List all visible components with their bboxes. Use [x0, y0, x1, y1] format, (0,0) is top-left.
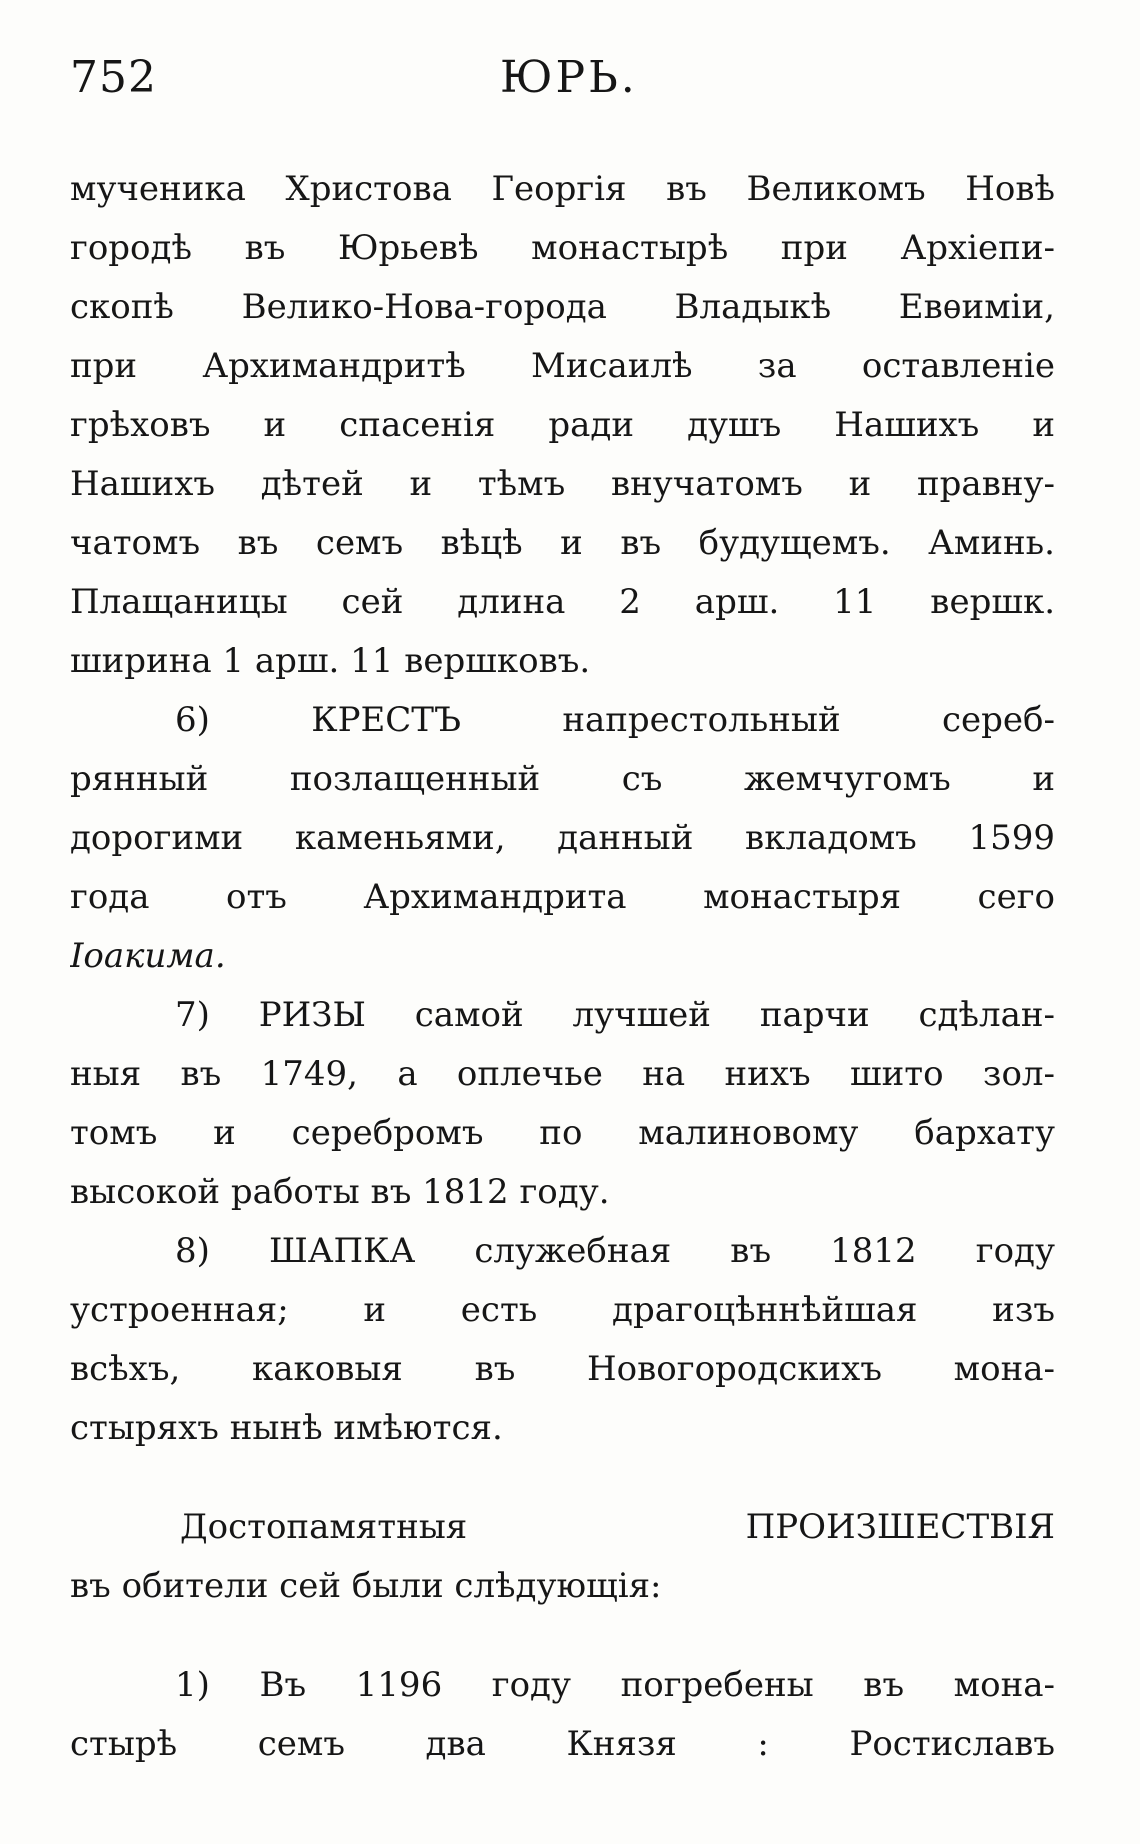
text-line: всѣхъ, каковыя въ Новогородскихъ мона-	[70, 1349, 1055, 1389]
text-line: скопѣ Велико-Нова-города Владыкѣ Евѳиміи,	[70, 287, 1055, 327]
text-line: Плащаницы сей длина 2 арш. 11 вершк.	[70, 582, 1055, 622]
text-line: при Архимандритѣ Мисаилѣ за оставленіе	[70, 346, 1055, 386]
text-line: томъ и серебромъ по малиновому бархату	[70, 1113, 1055, 1153]
text-line: года отъ Архимандрита монастыря сего	[70, 877, 1055, 917]
text-line: ширина 1 арш. 11 вершковъ.	[70, 641, 591, 681]
body-text	[70, 160, 1055, 1774]
text-line: устроенная; и есть драгоцѣннѣйшая изъ	[70, 1290, 1055, 1330]
paragraph-cross-start: 6) КРЕСТЪ напрестольный сереб-	[175, 700, 1055, 740]
text-line: Іоакима.	[70, 936, 226, 976]
text-line: городѣ въ Юрьевѣ монастырѣ при Архіепи-	[70, 228, 1055, 268]
paragraph-burial-start: 1) Въ 1196 году погребены въ мона-	[175, 1665, 1055, 1705]
paragraph-mitre-start: 8) ШАПКА служебная въ 1812 году	[175, 1231, 1055, 1271]
page-number: 752	[70, 52, 157, 103]
text-line: ныя въ 1749, а оплечье на нихъ шито зол-	[70, 1054, 1055, 1094]
text-line: мученика Христова Георгія въ Великомъ Новѣ	[70, 169, 1055, 209]
text-line: грѣховъ и спасенія ради душъ Нашихъ и	[70, 405, 1055, 445]
section-heading-continuation: въ обители сей были слѣдующія:	[70, 1566, 662, 1606]
running-title: ЮРЬ.	[500, 52, 638, 103]
text-line: Нашихъ дѣтей и тѣмъ внучатомъ и правну-	[70, 464, 1055, 504]
text-line: высокой работы въ 1812 году.	[70, 1172, 610, 1212]
text-line: дорогими каменьями, данный вкладомъ 1599	[70, 818, 1055, 858]
text-line: стыряхъ нынѣ имѣются.	[70, 1408, 503, 1448]
text-line: рянный позлащенный съ жемчугомъ и	[70, 759, 1055, 799]
text-line: чатомъ въ семъ вѣцѣ и въ будущемъ. Аминь.	[70, 523, 1055, 563]
text-line: стырѣ семъ два Князя : Ростиславъ	[70, 1724, 1055, 1764]
section-heading-events: Достопамятныя ПРОИЗШЕСТВІЯ	[180, 1507, 1055, 1547]
paragraph-vestments-start: 7) РИЗЫ самой лучшей парчи сдѣлан-	[175, 995, 1055, 1035]
page-header	[70, 52, 1050, 112]
